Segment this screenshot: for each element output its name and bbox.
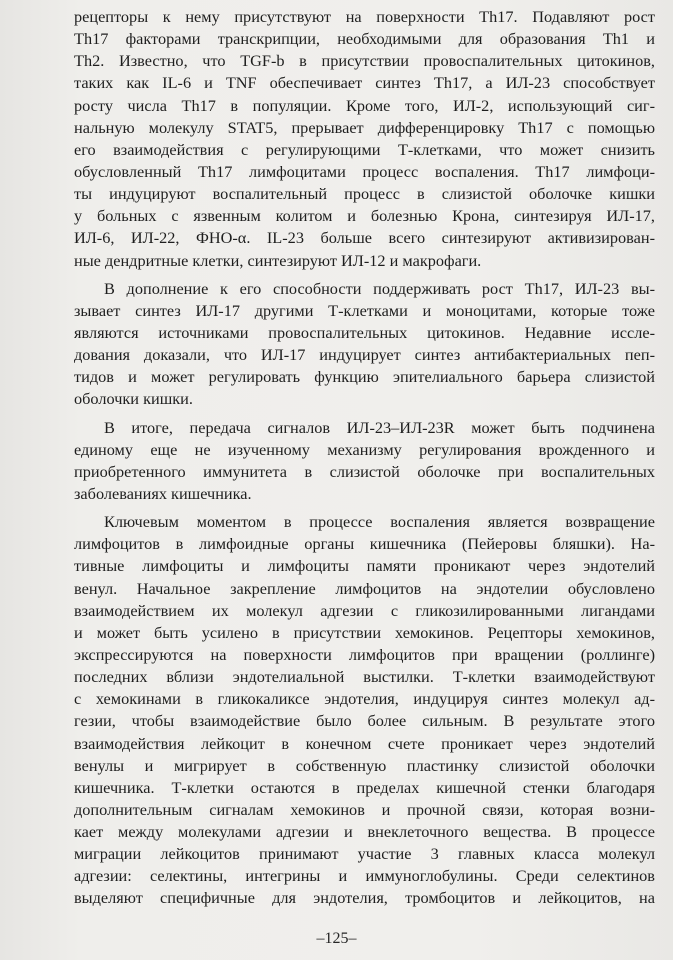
text-line: миграции лейкоцитов принимают участие 3 главных класса молекул [74,844,655,864]
text-line: адгезии: селектины, интегрины и иммуноглобулины. Среди селектинов [74,866,655,886]
text-line: кишечника. Т-клетки остаются в пределах кишечной стенки благодаря [74,777,655,797]
text-line: рецепторы к нему присутствуют на поверхности Th17. Подавляют рост [74,7,655,26]
text-line: зывает синтез ИЛ-17 другими Т-клетками и моноцитами, которые тоже [74,300,655,320]
text-line: ИЛ-6, ИЛ-22, ФНО-α. IL-23 больше всего синтезируют активизирован- [74,228,655,248]
text-line: заболеваниях кишечника. [74,483,252,503]
paragraph [74,278,655,411]
text-line: оболочки кишки. [74,389,193,409]
text-line: приобретенного иммунитета в слизистой оболочке при воспалительных [74,461,655,481]
text-line: ные дендритные клетки, синтезируют ИЛ-12 и макрофаги. [74,250,482,270]
text-line: В итоге, передача сигналов ИЛ-23–ИЛ-23R может быть подчинена [104,417,655,437]
text-line: Th17 факторами транскрипции, необходимыми для образования Th1 и [74,29,655,49]
text-line: тивные лимфоциты и лимфоциты памяти проникают через эндотелий [74,556,655,576]
text-line: венул. Начальное закрепление лимфоцитов на эндотелии обусловлено [74,578,655,598]
text-line: взаимодействия лейкоцит в конечном счете проникает через эндотелий [74,733,655,753]
text-line: у больных с язвенным колитом и болезнью Крона, синтезируя ИЛ-17, [74,206,655,226]
text-line: являются источниками провоспалительных цитокинов. Недавние иссле- [74,322,655,342]
text-line: венулы и мигрирует в собственную пластинку слизистой оболочки [74,755,655,775]
paragraph [74,511,655,910]
text-line: экспрессируются на поверхности лимфоцитов при вращении (роллинге) [74,644,655,664]
text-line: росту числа Th17 в популяции. Кроме того, ИЛ-2, использующий сиг- [74,95,655,115]
text-line: нальную молекулу STAT5, прерывает дифференцировку Th17 с помощью [74,117,655,137]
paragraph [74,417,655,506]
body-text [74,6,655,910]
text-line: его взаимодействия с регулирующими Т-клетками, что может снизить [74,139,655,159]
text-line: кает между молекулами адгезии и внеклеточного вещества. В процессе [74,822,655,842]
text-line: обусловленный Th17 лимфоцитами процесс воспаления. Th17 лимфоци- [74,161,655,181]
text-line: и может быть усилено в присутствии хемокинов. Рецепторы хемокинов, [74,622,655,642]
text-line: взаимодействием их молекул адгезии с гликозилированными лигандами [74,600,655,620]
text-line: дования доказали, что ИЛ-17 индуцирует синтез антибактериальных пеп- [74,345,655,365]
text-line: единому еще не изученному механизму регулирования врожденного и [74,439,655,459]
text-line: лимфоцитов в лимфоидные органы кишечника (Пейеровы бляшки). На- [74,534,655,554]
text-line: Ключевым моментом в процессе воспаления является возвращение [104,512,655,532]
text-line: Th2. Известно, что TGF-b в присутствии провоспалительных цитокинов, [74,51,655,71]
text-line: В дополнение к его способности поддерживать рост Th17, ИЛ-23 вы- [104,278,655,298]
text-line: дополнительным сигналам хемокинов и прочной связи, которая возни- [74,799,655,819]
page-number: –125– [316,930,357,947]
text-line: гезии, чтобы взаимодействие было более сильным. В результате этого [74,711,655,731]
text-line: с хемокинами в гликокаликсе эндотелия, индуцируя синтез молекул ад- [74,689,655,709]
paragraph [74,6,655,272]
text-line: выделяют специфичные для эндотелия, тромбоцитов и лейкоцитов, на [74,888,655,908]
text-line: последних вблизи эндотелиальной выстилки. Т-клетки взаимодействуют [74,667,655,687]
text-line: ты индуцируют воспалительный процесс в слизистой оболочке кишки [74,184,655,204]
text-line: тидов и может регулировать функцию эпителиального барьера слизистой [74,367,655,387]
text-line: таких как IL-6 и TNF обеспечивает синтез Th17, а ИЛ-23 способствует [74,73,655,93]
